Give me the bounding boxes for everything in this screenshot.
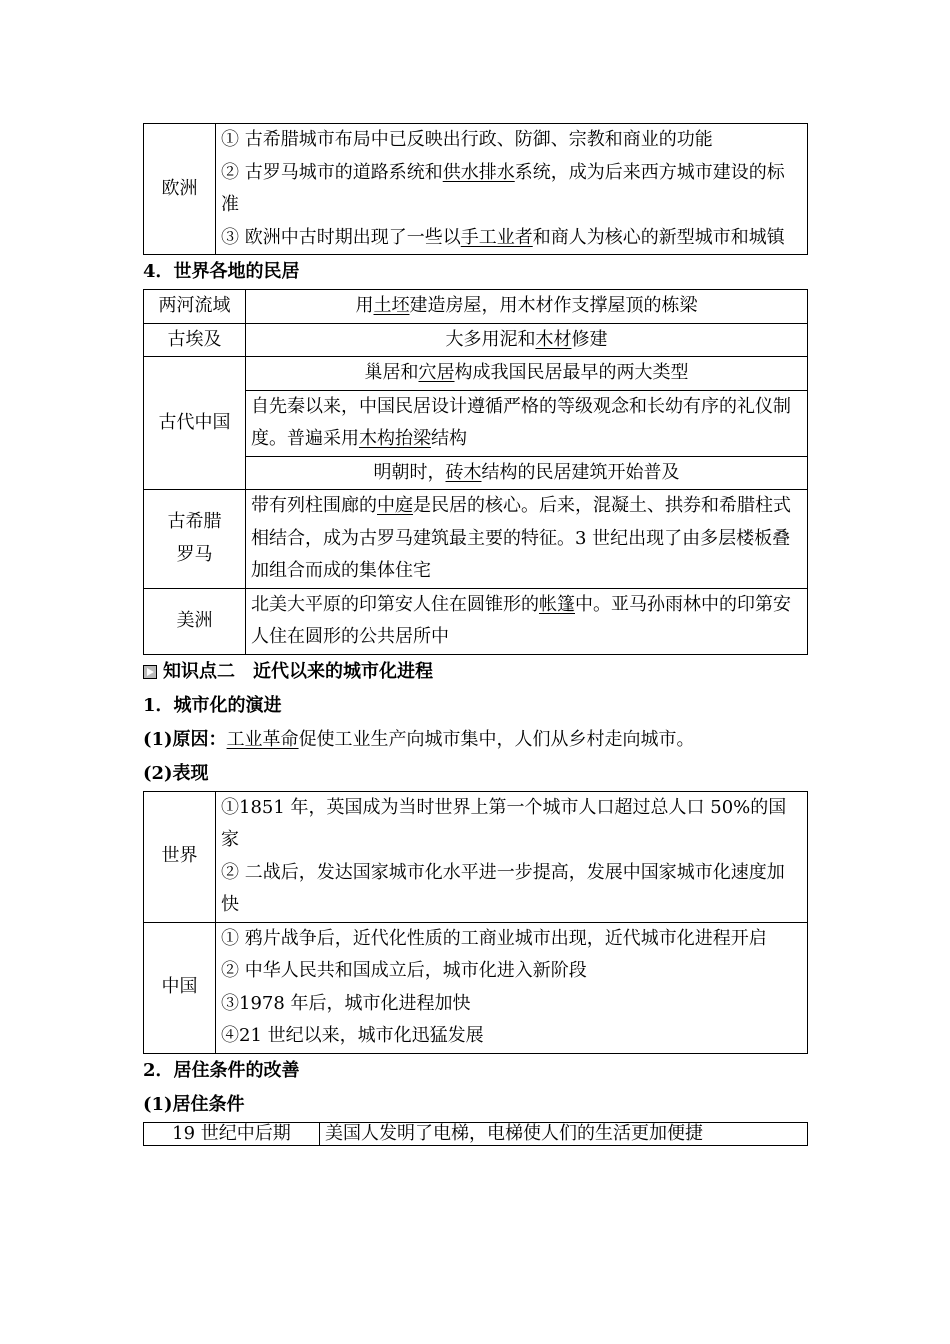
table-row bbox=[144, 323, 808, 357]
underlined-term: 工业革命 bbox=[226, 728, 299, 750]
region-cell: 欧洲 bbox=[144, 124, 216, 255]
list-item: ①1851 年，英国成为当时世界上第一个城市人口超过总人口 50%的国家 bbox=[221, 796, 787, 850]
underlined-term: 土坯 bbox=[373, 295, 410, 316]
sub-heading: (1)居住条件 bbox=[143, 1093, 245, 1115]
table-row bbox=[144, 490, 808, 589]
content-cell: 自先秦以来，中国民居设计遵循严格的等级观念和长幼有序的礼仪制度。普遍采用木构抬梁结构 bbox=[246, 390, 808, 456]
underlined-term: 帐篷 bbox=[539, 593, 575, 615]
section-heading: 1．城市化的演进 bbox=[143, 694, 282, 716]
urbanization-table bbox=[143, 791, 808, 1054]
list-item: ③1978 年后，城市化进程加快 bbox=[221, 992, 471, 1014]
content-cell: 大多用泥和木材修建 bbox=[246, 323, 808, 357]
underlined-term: 砖木 bbox=[445, 461, 482, 483]
region-cell: 古埃及 bbox=[144, 323, 246, 357]
underlined-term: 中庭 bbox=[377, 495, 413, 516]
table-row bbox=[144, 290, 808, 324]
content-cell bbox=[216, 124, 808, 255]
underlined-term: 手工业者 bbox=[460, 226, 533, 248]
dwellings-table bbox=[143, 289, 808, 655]
list-item: ① 鸦片战争后，近代化性质的工商业城市出现，近代城市化进程开启 bbox=[221, 927, 767, 949]
list-item: ④21 世纪以来，城市化迅猛发展 bbox=[221, 1025, 484, 1046]
period-cell: 19 世纪中后期 bbox=[144, 1122, 320, 1145]
europe-city-table bbox=[143, 123, 808, 255]
list-item: ② 中华人民共和国成立后，城市化进入新阶段 bbox=[221, 960, 587, 981]
list-item: ② 古罗马城市的道路系统和供水排水系统，成为后来西方城市建设的标准 bbox=[221, 161, 785, 215]
region-cell: 古希腊 罗马 bbox=[144, 490, 246, 589]
region-cell: 两河流域 bbox=[144, 290, 246, 324]
sub-heading: (2)表现 bbox=[143, 762, 209, 784]
content-cell: 巢居和穴居构成我国民居最早的两大类型 bbox=[246, 357, 808, 391]
underlined-term: 供水排水 bbox=[442, 161, 515, 183]
list-item: ② 二战后，发达国家城市化水平进一步提高，发展中国家城市化速度加快 bbox=[221, 861, 785, 915]
list-item: ① 古希腊城市布局中已反映出行政、防御、宗教和商业的功能 bbox=[221, 129, 713, 150]
content-cell: 北美大平原的印第安人住在圆锥形的帐篷中。亚马孙雨林中的印第安人住在圆形的公共居所中 bbox=[246, 588, 808, 654]
content-cell: 用土坯建造房屋，用木材作支撑屋顶的栋梁 bbox=[246, 290, 808, 324]
list-item: ③ 欧洲中古时期出现了一些以手工业者和商人为核心的新型城市和城镇 bbox=[221, 226, 785, 248]
content-cell: 带有列柱围廊的中庭是民居的核心。后来，混凝土、拱券和希腊柱式相结合，成为古罗马建筑最主要的特征。3 世纪出现了由多层楼板叠加组合而成的集体住宅 bbox=[246, 490, 808, 589]
knowledge-point-heading: 知识点二 近代以来的城市化进程 bbox=[143, 655, 807, 689]
table-row bbox=[144, 124, 808, 255]
underlined-term: 木材 bbox=[535, 328, 572, 350]
region-cell: 古代中国 bbox=[144, 357, 246, 490]
region-cell: 中国 bbox=[144, 922, 216, 1053]
content-cell: 明朝时，砖木结构的民居建筑开始普及 bbox=[246, 456, 808, 490]
table-row bbox=[144, 791, 808, 922]
region-cell: 世界 bbox=[144, 791, 216, 922]
content-cell bbox=[216, 922, 808, 1053]
section-heading: 4．世界各地的民居 bbox=[143, 261, 300, 282]
play-triangle-icon bbox=[143, 665, 157, 679]
region-cell: 美洲 bbox=[144, 588, 246, 654]
content-cell bbox=[216, 791, 808, 922]
document-page bbox=[143, 123, 807, 1146]
living-conditions-table bbox=[143, 1122, 808, 1146]
content-cell: 美国人发明了电梯，电梯使人们的生活更加便捷 bbox=[320, 1122, 808, 1145]
table-row bbox=[144, 357, 808, 391]
table-row bbox=[144, 922, 808, 1053]
underlined-term: 穴居 bbox=[418, 362, 455, 383]
section-heading: 2．居住条件的改善 bbox=[143, 1059, 300, 1081]
paragraph: (1)原因：工业革命促使工业生产向城市集中，人们从乡村走向城市。 bbox=[143, 728, 695, 750]
underlined-term: 木构抬梁 bbox=[359, 428, 431, 449]
table-row bbox=[144, 588, 808, 654]
table-row bbox=[144, 1122, 808, 1145]
